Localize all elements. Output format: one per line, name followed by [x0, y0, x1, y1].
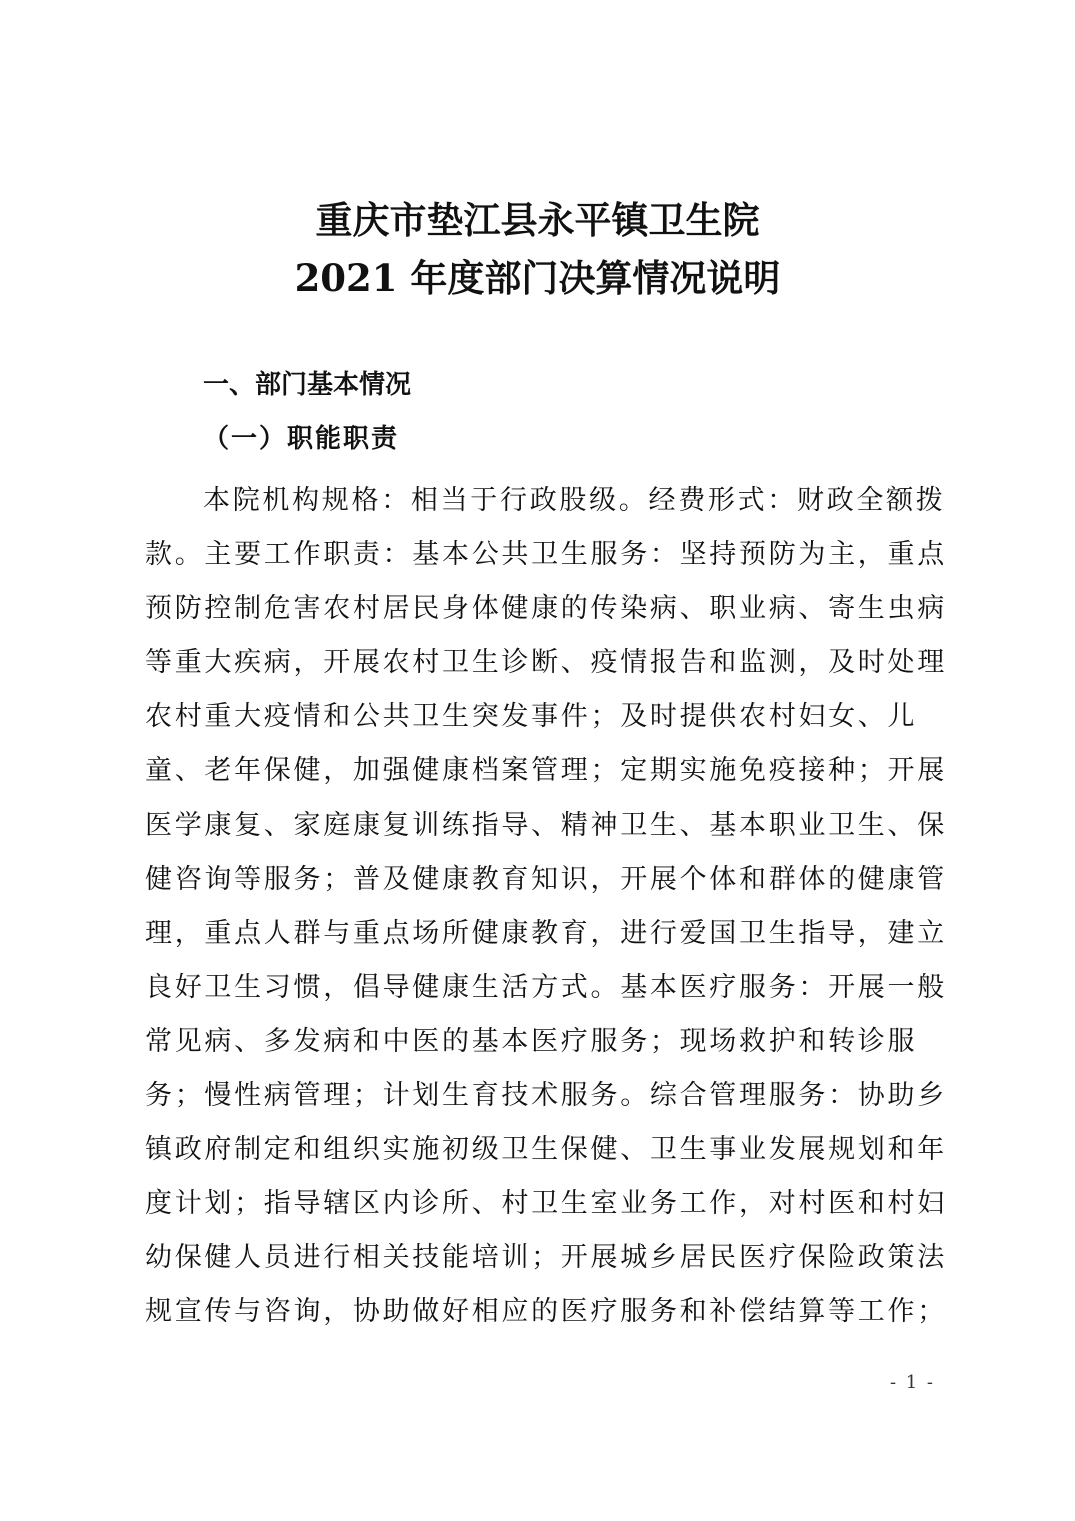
- body-line: 镇政府制定和组织实施初级卫生保健、卫生事业发展规划和年: [145, 1134, 947, 1166]
- body-line: 良好卫生习惯，倡导健康生活方式。基本医疗服务：开展一般: [145, 971, 947, 1003]
- body-line: 款。主要工作职责：基本公共卫生服务：坚持预防为主，重点: [145, 539, 947, 571]
- body-line: 农村重大疫情和公共卫生突发事件；及时提供农村妇女、儿: [145, 701, 918, 733]
- body-line: 规宣传与咨询，协助做好相应的医疗服务和补偿结算等工作；: [145, 1296, 947, 1328]
- document-title-line2: 2021 年度部门决算情况说明: [294, 256, 781, 300]
- body-line: 预防控制危害农村居民身体健康的传染病、职业病、寄生虫病: [145, 593, 947, 625]
- subsection-heading: （一）职能职责: [203, 424, 400, 454]
- body-line: 本院机构规格：相当于行政股级。经费形式：财政全额拨: [203, 485, 946, 516]
- body-line: 等重大疾病，开展农村卫生诊断、疫情报告和监测，及时处理: [145, 647, 947, 679]
- section-heading: 一、部门基本情况: [203, 370, 412, 400]
- body-text: [145, 474, 947, 1340]
- body-line: 医学康复、家庭康复训练指导、精神卫生、基本职业卫生、保: [145, 809, 947, 841]
- page-number: - 1 -: [889, 1372, 935, 1393]
- body-line: 健咨询等服务；普及健康教育知识，开展个体和群体的健康管: [145, 863, 947, 895]
- document-title-line1: 重庆市垫江县永平镇卫生院: [315, 198, 760, 242]
- body-line: 常见病、多发病和中医的基本医疗服务；现场救护和转诊服: [145, 1025, 918, 1057]
- body-line: 度计划；指导辖区内诊所、村卫生室业务工作，对村医和村妇: [145, 1188, 947, 1220]
- body-line: 幼保健人员进行相关技能培训；开展城乡居民医疗保险政策法: [145, 1242, 947, 1274]
- body-line: 理，重点人群与重点场所健康教育，进行爱国卫生指导，建立: [145, 917, 947, 949]
- body-line: 务；慢性病管理；计划生育技术服务。综合管理服务：协助乡: [145, 1080, 947, 1112]
- body-line: 童、老年保健，加强健康档案管理；定期实施免疫接种；开展: [145, 755, 947, 787]
